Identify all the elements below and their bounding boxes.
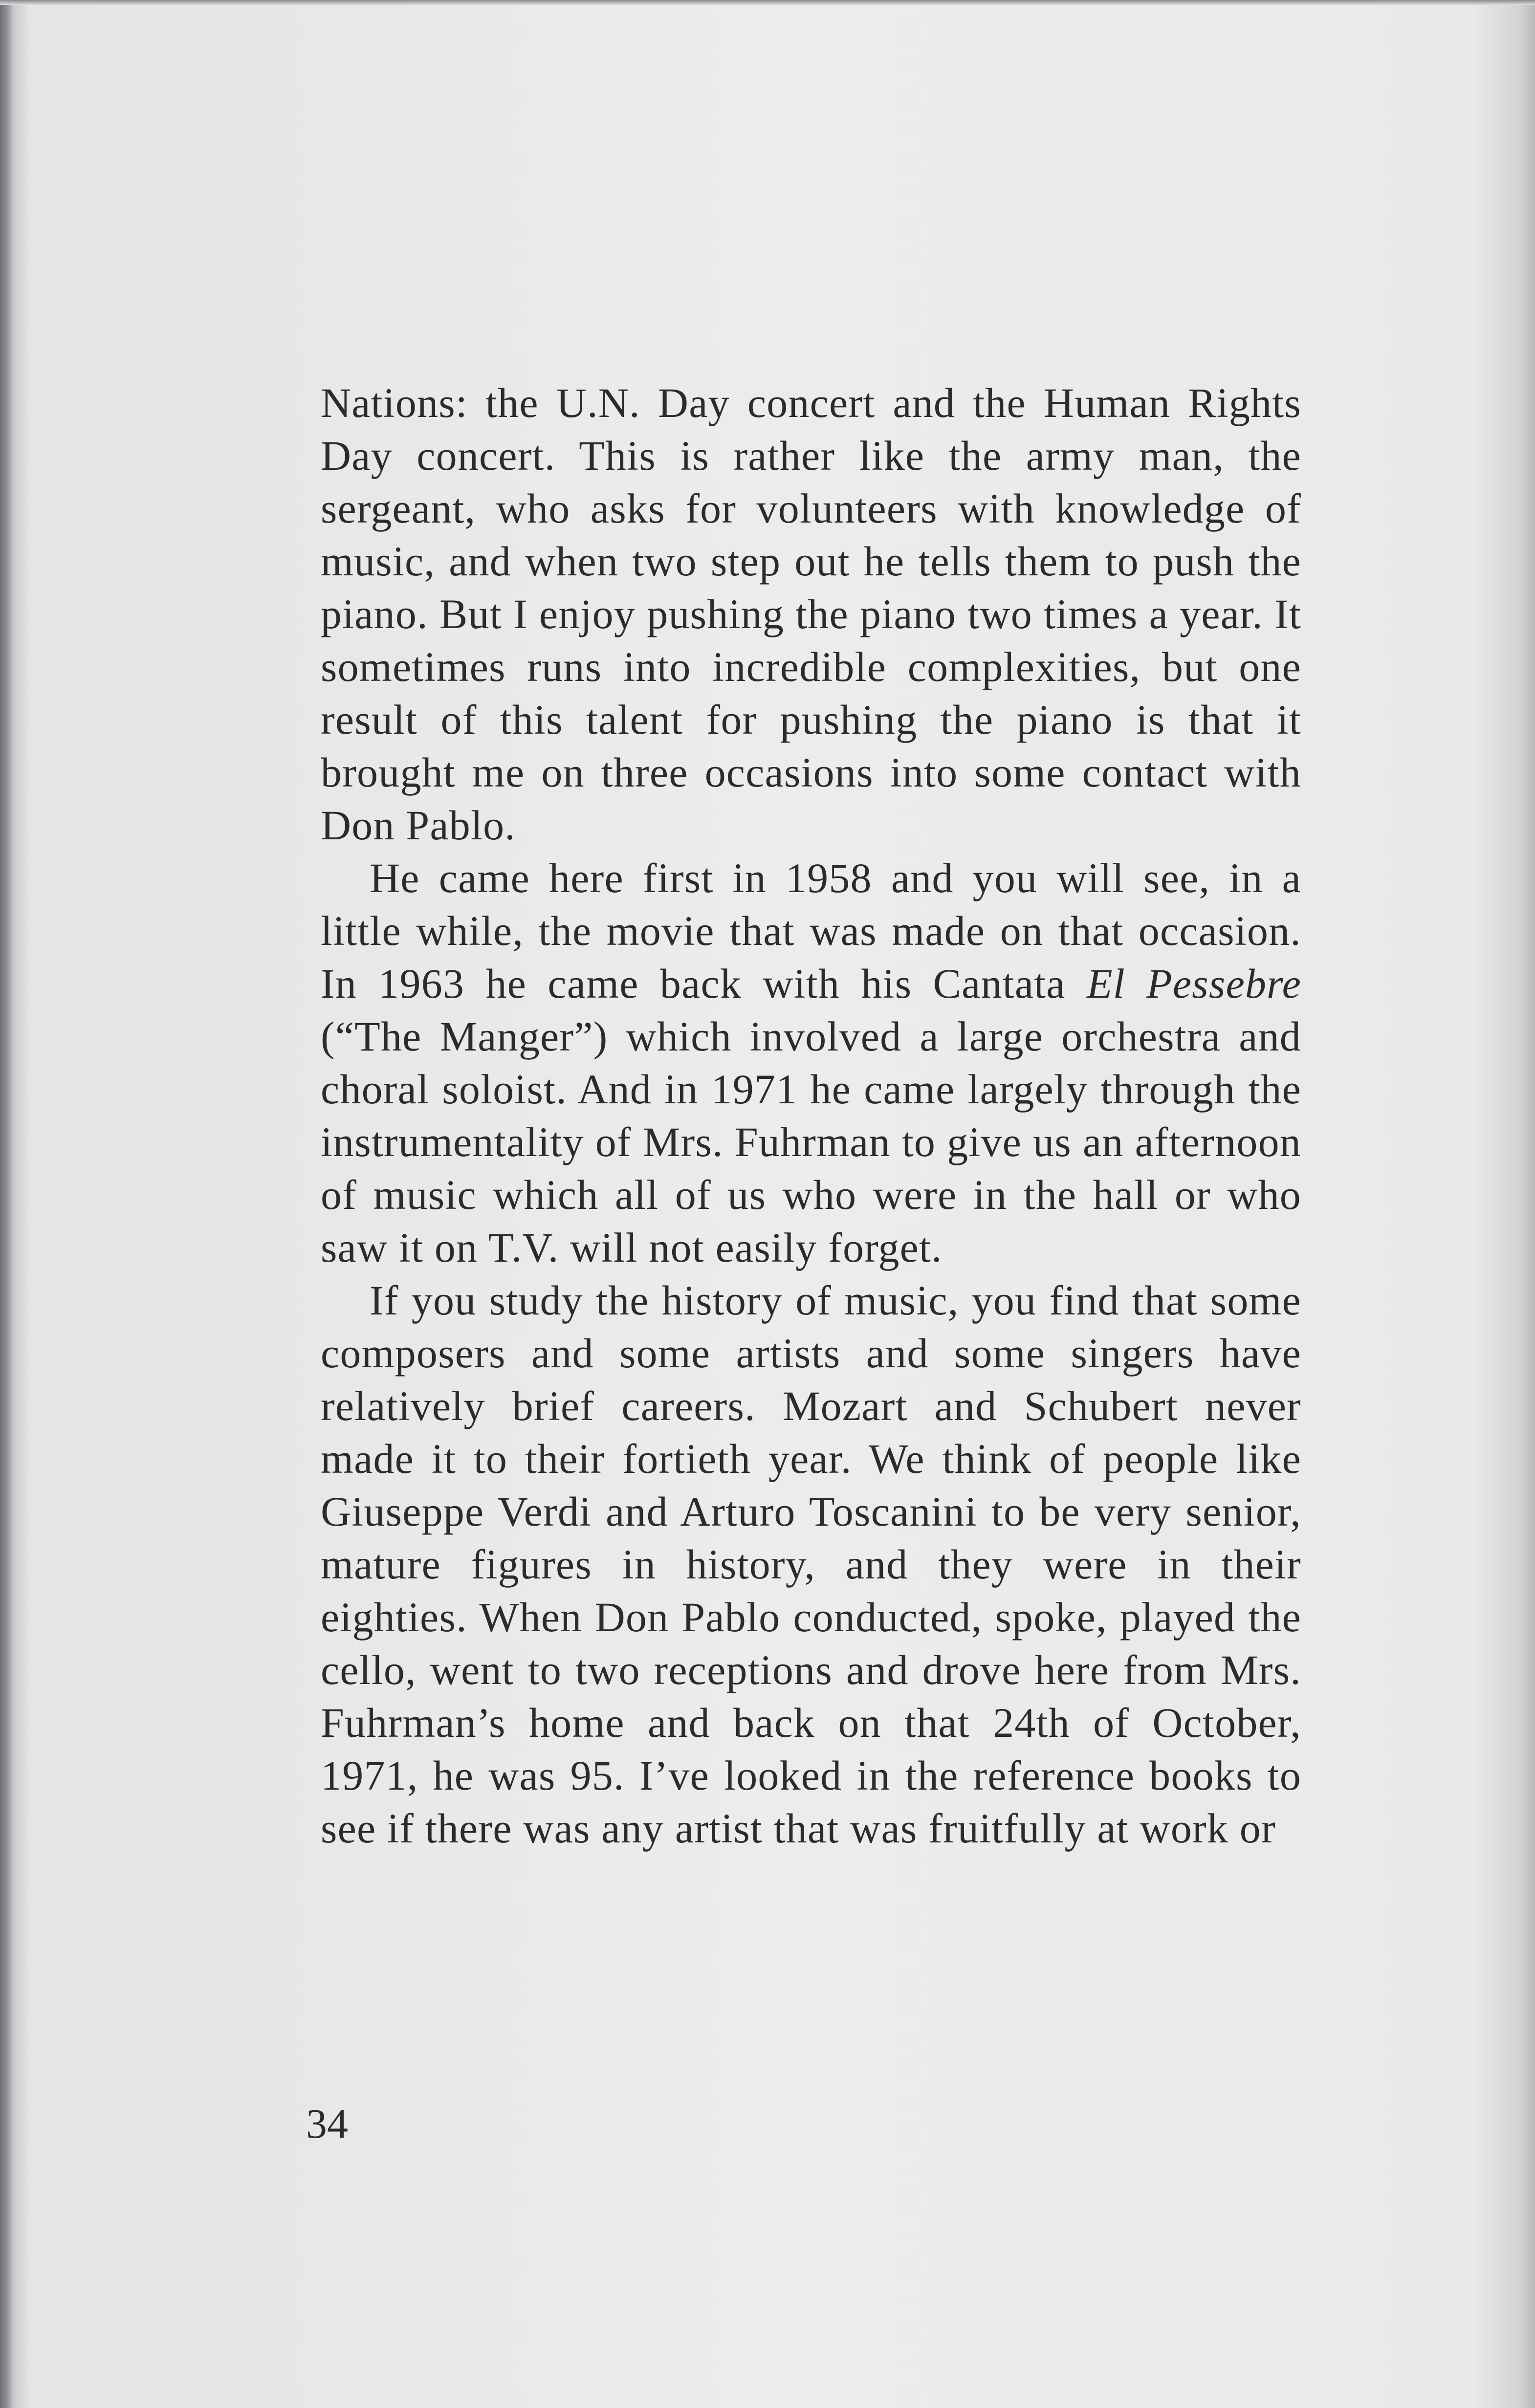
paragraph-2-text-b: (“The Manger”) which involved a large orchestra and choral soloist. And in 1971 he came largely through the instrumentality of Mrs. Fuhrman to give us an afternoon of music which all of us who were in the hall or who saw it on T.V. will not easily forget.	[321, 1013, 1301, 1271]
paragraph-3-text: If you study the history of music, you find that some composers and some artists and some singers have relatively brief careers. Mozart and Schubert never made it to their fortieth year. We think of people like Giuseppe Verdi and Arturo Toscanini to be very senior, mature figures in history, and they were in their eighties. When Don Pablo conducted, spoke, played the cello, went to two receptions and drove here from Mrs. Fuhrman’s home and back on that 24th of October, 1971, he was 95. I’ve looked in the reference books to see if there was any artist that was fruitfully at work or	[321, 1277, 1301, 1852]
paragraph-1-text: Nations: the U.N. Day concert and the Human Rights Day concert. This is rather like the army man, the sergeant, who asks for volunteers with knowledge of music, and when two step out he tells them to push the piano. But I enjoy pushing the piano two times a year. It sometimes runs into incredible complexities, but one result of this talent for pushing the piano is that it brought me on three occasions into some contact with Don Pablo.	[321, 379, 1301, 849]
body-text	[321, 376, 1301, 1855]
cantata-title: El Pessebre	[1087, 960, 1301, 1007]
paragraph-2	[321, 852, 1301, 1274]
paragraph-3	[321, 1274, 1301, 1855]
paragraph-1	[321, 376, 1301, 852]
page-number: 34	[306, 2100, 348, 2147]
page-top-edge	[0, 0, 1535, 5]
paragraph-2-text-a: He came here first in 1958 and you will see, in a little while, the movie that was made on that occasion. In 1963 he came back with his Cantata	[321, 854, 1301, 1007]
